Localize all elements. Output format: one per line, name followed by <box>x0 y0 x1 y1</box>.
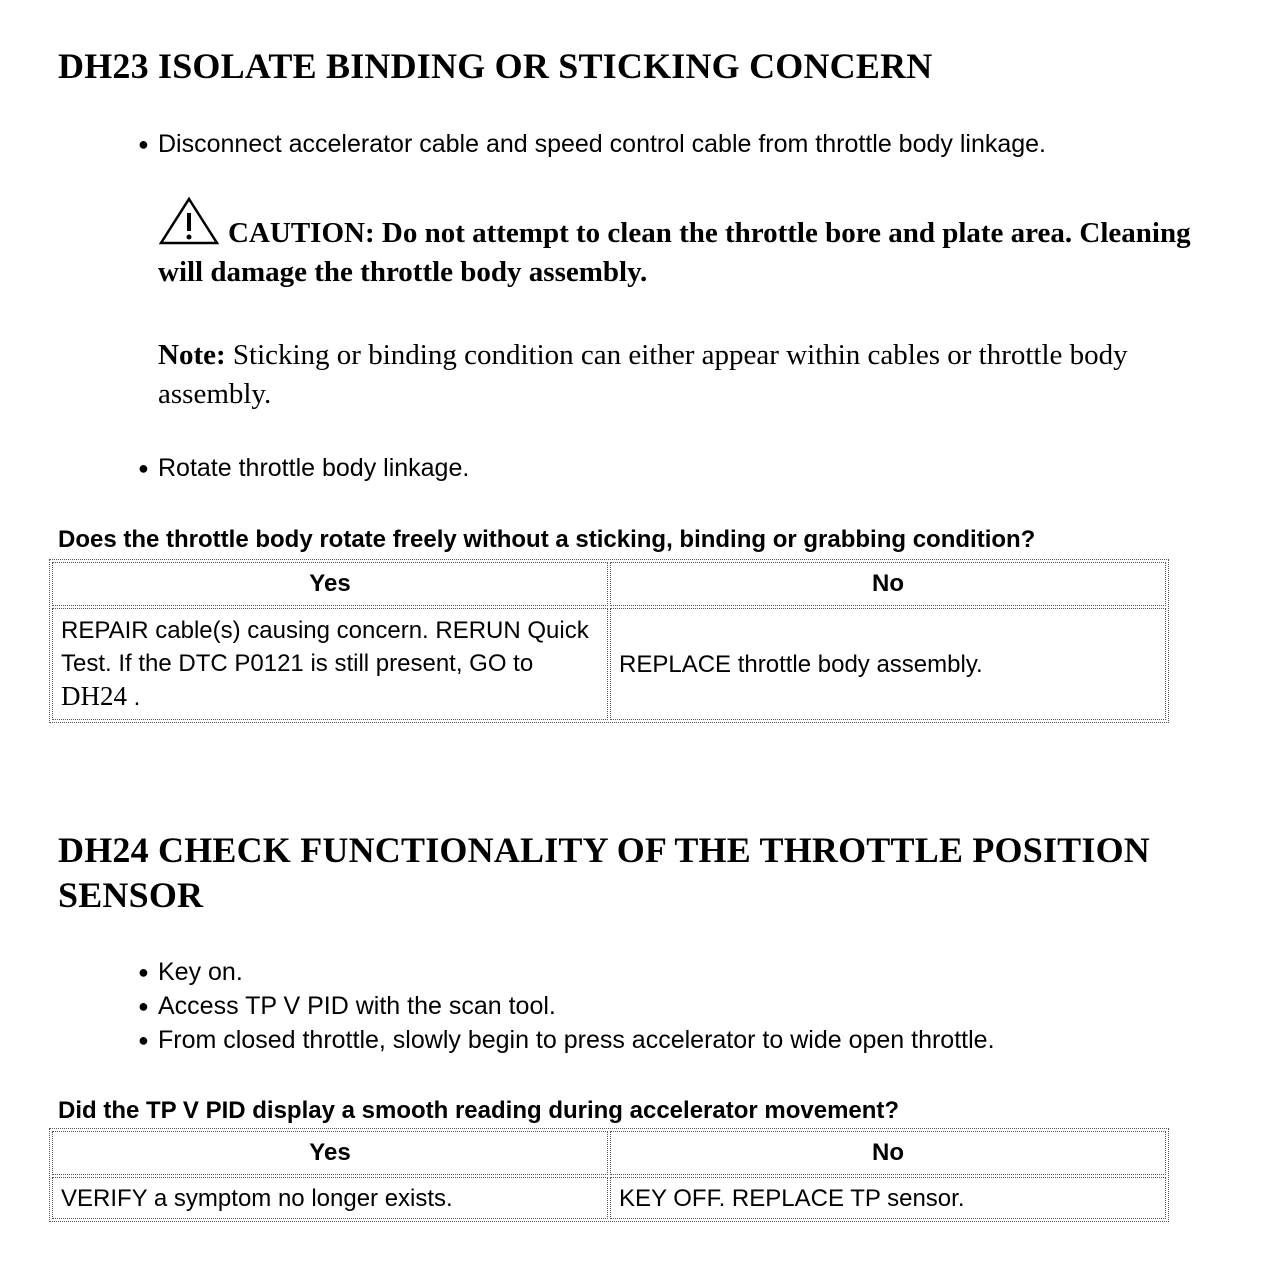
caution-block <box>158 196 1218 292</box>
bullet-dot-icon: ● <box>138 458 149 478</box>
question-dh24: Did the TP V PID display a smooth reading during accelerator movement? <box>58 1097 900 1124</box>
note-block <box>158 336 1218 414</box>
bullet-rotate-linkage <box>138 451 469 485</box>
bullet-dot-icon: ● <box>138 134 149 154</box>
bullet-text: Rotate throttle body linkage. <box>158 454 470 482</box>
section-dh23-title: DH23 ISOLATE BINDING OR STICKING CONCERN <box>58 46 933 86</box>
no-cell: KEY OFF. REPLACE TP sensor. <box>610 1177 1166 1219</box>
bullet-dot-icon: ● <box>138 996 149 1016</box>
caution-text: Do not attempt to clean the throttle bore and plate area. Cleaning will damage the throttle body assembly. <box>158 217 1191 288</box>
yes-end: . <box>127 684 141 711</box>
bullet-text: Key on. <box>158 958 243 986</box>
yes-header: Yes <box>52 562 608 606</box>
section-dh24-title: DH24 CHECK FUNCTIONALITY OF THE THROTTLE POSITION SENSOR <box>58 830 1150 915</box>
dh24-link[interactable]: DH24 <box>61 681 127 711</box>
no-cell: REPLACE throttle body assembly. <box>610 608 1166 720</box>
bullet-key-on <box>138 955 243 989</box>
answer-table-dh24 <box>49 1128 1169 1222</box>
bullet-press-accelerator <box>138 1023 995 1057</box>
note-text: Sticking or binding condition can either appear within cables or throttle body assembly. <box>158 339 1128 410</box>
no-header: No <box>610 562 1166 606</box>
warning-triangle-icon <box>158 196 220 246</box>
yes-text: REPAIR cable(s) causing concern. RERUN Quick Test. If the DTC P0121 is still present, GO to <box>61 617 589 677</box>
bullet-text: Access TP V PID with the scan tool. <box>158 992 556 1020</box>
bullet-text: From closed throttle, slowly begin to press accelerator to wide open throttle. <box>158 1026 995 1054</box>
no-header: No <box>610 1131 1166 1175</box>
question-dh23: Does the throttle body rotate freely without a sticking, binding or grabbing condition? <box>58 526 1036 553</box>
yes-cell: VERIFY a symptom no longer exists. <box>52 1177 608 1219</box>
bullet-text: Disconnect accelerator cable and speed control cable from throttle body linkage. <box>158 130 1047 158</box>
bullet-access-pid <box>138 989 556 1023</box>
bullet-dot-icon: ● <box>138 1030 149 1050</box>
note-label: Note: <box>158 339 226 371</box>
yes-cell <box>52 608 608 720</box>
answer-table-dh23 <box>49 559 1169 723</box>
bullet-dot-icon: ● <box>138 962 149 982</box>
yes-header: Yes <box>52 1131 608 1175</box>
caution-label: CAUTION: <box>228 217 375 249</box>
bullet-disconnect-cables <box>138 127 1046 161</box>
